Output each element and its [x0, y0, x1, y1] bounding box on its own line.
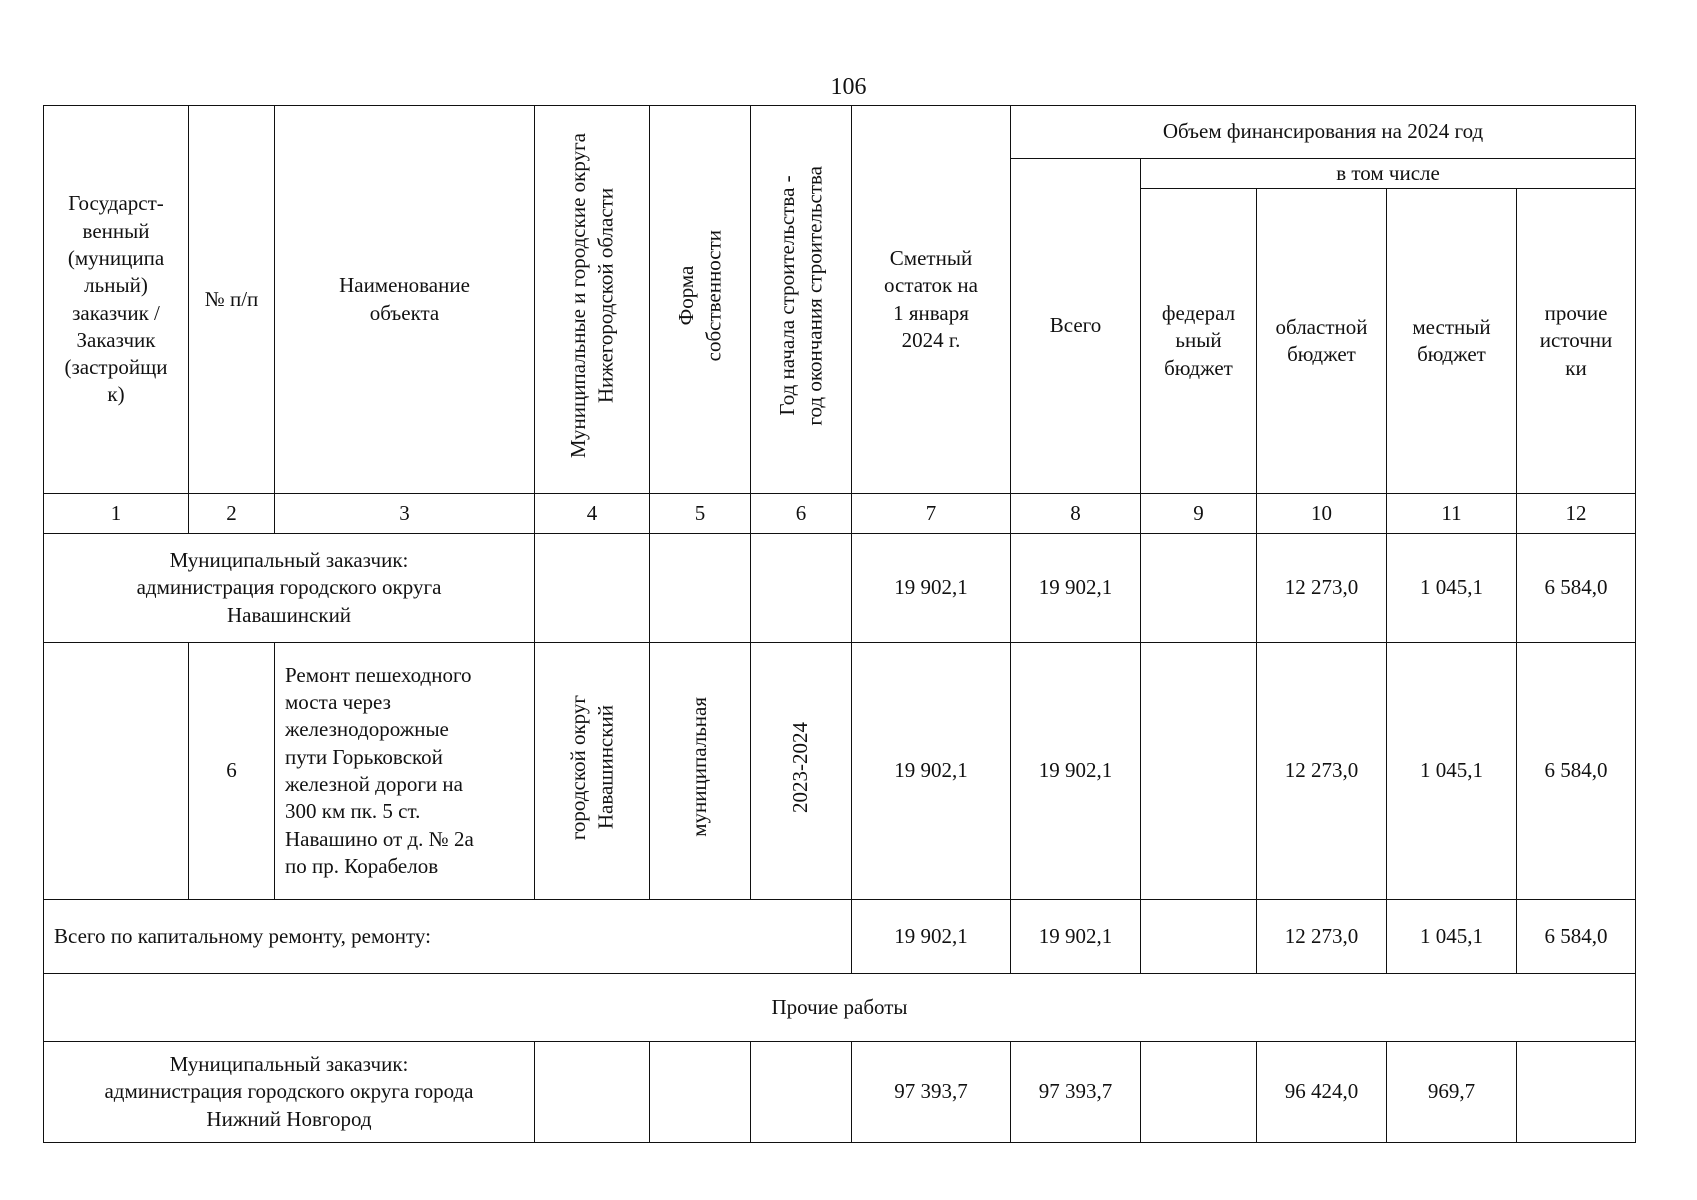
- object-years: [751, 643, 852, 900]
- estimate-value: 97 393,7: [852, 1042, 1011, 1143]
- object-ownership-label: муниципальная: [687, 697, 712, 838]
- total-value: 19 902,1: [1011, 900, 1141, 974]
- column-number: 8: [1011, 494, 1141, 534]
- header-local: местный бюджет: [1387, 189, 1517, 494]
- column-number: 7: [852, 494, 1011, 534]
- object-name: Ремонт пешеходного моста через железнодорожные пути Горьковской железной дороги на 300 км пк. 5 ст. Навашино от д. № 2а по пр. Корабелов: [275, 643, 535, 900]
- header-ownership-label: Форма собственности: [673, 230, 725, 362]
- object-years-label: 2023-2024: [788, 721, 813, 813]
- customer-row-navashino: [44, 534, 1636, 643]
- financing-table: [43, 105, 1636, 1143]
- customer-row-nizhny: [44, 1042, 1636, 1143]
- total-value: 19 902,1: [1011, 534, 1141, 643]
- header-including: в том числе: [1141, 159, 1636, 189]
- empty-cell: [535, 534, 650, 643]
- object-ownership: [650, 643, 751, 900]
- local-value: 1 045,1: [1387, 534, 1517, 643]
- estimate-value: 19 902,1: [852, 534, 1011, 643]
- empty-cell: [44, 643, 189, 900]
- column-number: 12: [1517, 494, 1636, 534]
- regional-value: 12 273,0: [1257, 900, 1387, 974]
- column-number: 4: [535, 494, 650, 534]
- header-years-label: Год начала строительства - год окончания строительства: [774, 166, 826, 426]
- header-municipalities-label: Муниципальные и городские округа Нижегородской области: [565, 133, 617, 459]
- federal-value: [1141, 534, 1257, 643]
- header-federal: федерал ьный бюджет: [1141, 189, 1257, 494]
- header-num: № п/п: [189, 106, 275, 494]
- column-number: 6: [751, 494, 852, 534]
- other-value: 6 584,0: [1517, 643, 1636, 900]
- subtotal-row: [44, 900, 1636, 974]
- header-funding: Объем финансирования на 2024 год: [1011, 106, 1636, 159]
- empty-cell: [751, 534, 852, 643]
- header-object-name: Наименование объекта: [275, 106, 535, 494]
- page-number: 106: [830, 74, 867, 100]
- column-number: 5: [650, 494, 751, 534]
- estimate-value: 19 902,1: [852, 643, 1011, 900]
- header-ownership: [650, 106, 751, 494]
- federal-value: [1141, 900, 1257, 974]
- header-municipalities: [535, 106, 650, 494]
- local-value: 1 045,1: [1387, 900, 1517, 974]
- column-numbers-row: [44, 494, 1636, 534]
- header-years: [751, 106, 852, 494]
- header-row-1: [44, 106, 1636, 159]
- empty-cell: [535, 1042, 650, 1143]
- other-value: 6 584,0: [1517, 900, 1636, 974]
- subtotal-label: Всего по капитальному ремонту, ремонту:: [44, 900, 852, 974]
- regional-value: 12 273,0: [1257, 643, 1387, 900]
- total-value: 97 393,7: [1011, 1042, 1141, 1143]
- column-number: 9: [1141, 494, 1257, 534]
- object-municipality: [535, 643, 650, 900]
- column-number: 11: [1387, 494, 1517, 534]
- header-regional: областной бюджет: [1257, 189, 1387, 494]
- section-title: Прочие работы: [44, 974, 1636, 1042]
- empty-cell: [650, 1042, 751, 1143]
- object-num: 6: [189, 643, 275, 900]
- local-value: 969,7: [1387, 1042, 1517, 1143]
- regional-value: 96 424,0: [1257, 1042, 1387, 1143]
- object-municipality-label: городской округ Навашинский: [565, 694, 617, 840]
- empty-cell: [751, 1042, 852, 1143]
- header-customer: Государст- венный (муниципа льный) заказчик / Заказчик (застройщи к): [44, 106, 189, 494]
- header-estimate: Сметный остаток на 1 января 2024 г.: [852, 106, 1011, 494]
- estimate-value: 19 902,1: [852, 900, 1011, 974]
- other-value: [1517, 1042, 1636, 1143]
- total-value: 19 902,1: [1011, 643, 1141, 900]
- customer-label: Муниципальный заказчик: администрация городского округа Навашинский: [44, 534, 535, 643]
- customer-label: Муниципальный заказчик: администрация городского округа города Нижний Новгород: [44, 1042, 535, 1143]
- local-value: 1 045,1: [1387, 643, 1517, 900]
- header-other: прочие источни ки: [1517, 189, 1636, 494]
- federal-value: [1141, 1042, 1257, 1143]
- federal-value: [1141, 643, 1257, 900]
- section-row: [44, 974, 1636, 1042]
- other-value: 6 584,0: [1517, 534, 1636, 643]
- column-number: 1: [44, 494, 189, 534]
- column-number: 10: [1257, 494, 1387, 534]
- empty-cell: [650, 534, 751, 643]
- column-number: 2: [189, 494, 275, 534]
- header-total: Всего: [1011, 159, 1141, 494]
- regional-value: 12 273,0: [1257, 534, 1387, 643]
- column-number: 3: [275, 494, 535, 534]
- object-row-6: [44, 643, 1636, 900]
